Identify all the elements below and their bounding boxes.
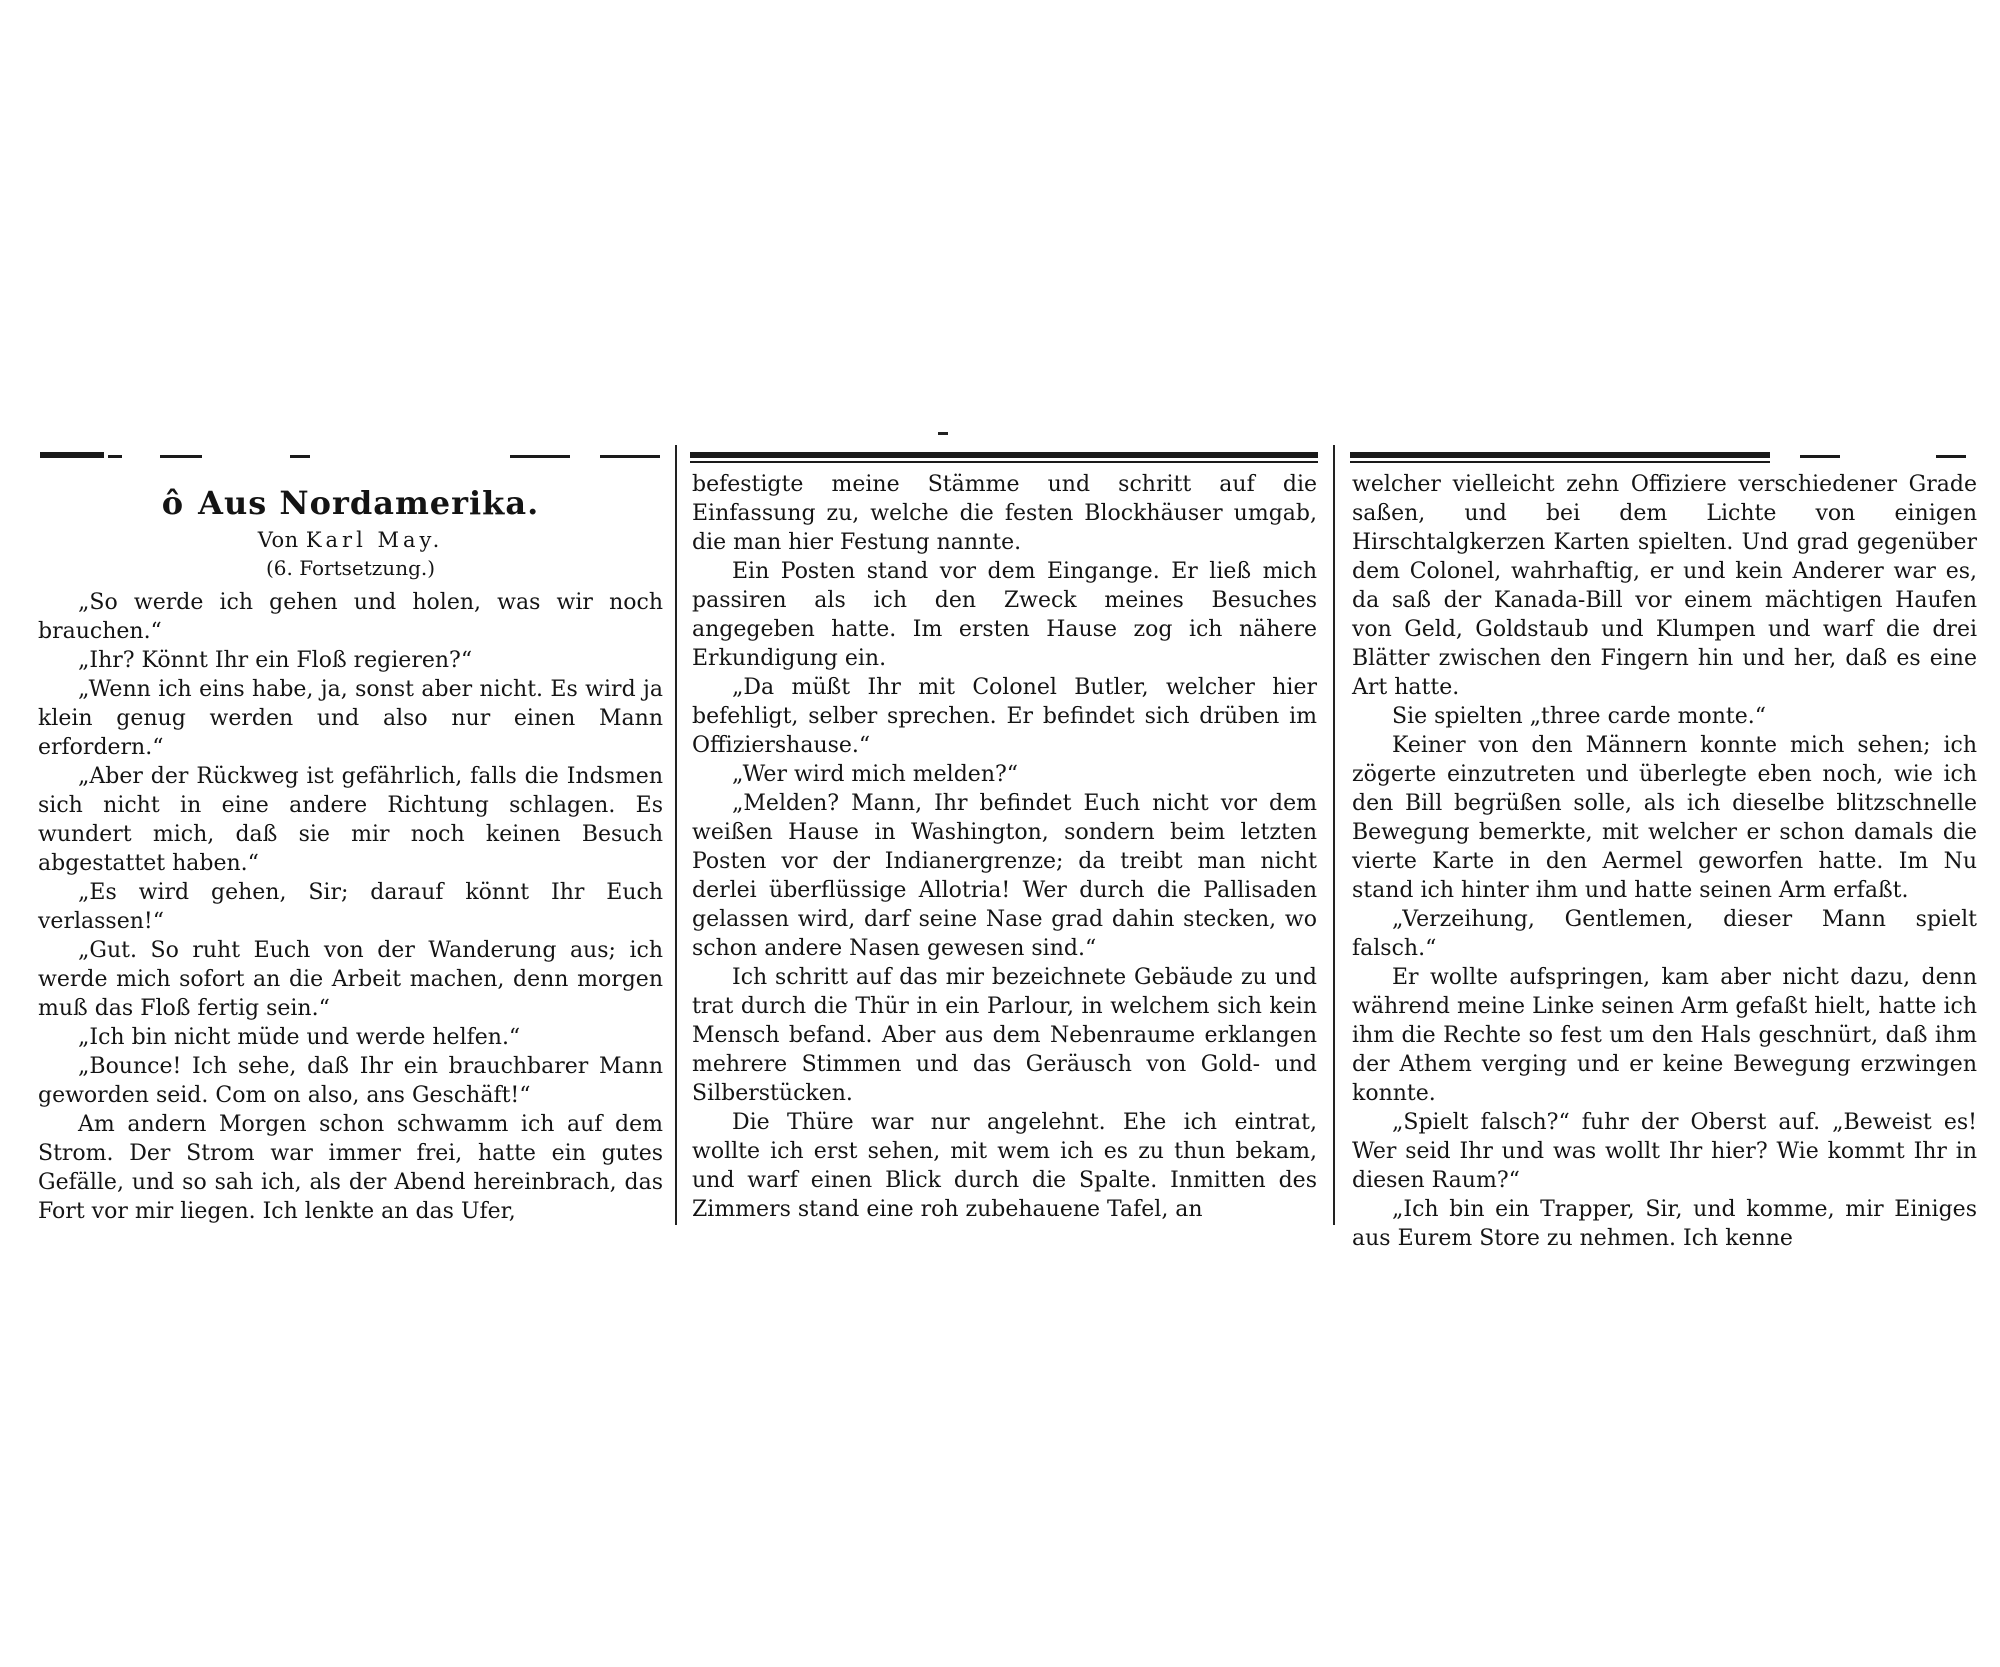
paragraph: „Wenn ich eins habe, ja, sonst aber nicht. Es wird ja klein genug werden und also nur einen Mann erfordern.“ [38,677,663,760]
installment-note: (6. Fortsetzung.) [265,556,436,580]
paragraph: Ich schritt auf das mir bezeichnete Gebäude zu und trat durch die Thür in ein Parlour, in welchem sich kein Mensch befand. Aber aus dem Nebenraume erklangen mehrere Stimmen und das Geräusch von Gold- und Silberstücken. [692,965,1317,1106]
header-rule [160,455,202,458]
paragraph: „Ich bin ein Trapper, Sir, und komme, mir Einiges aus Eurem Store zu nehmen. Ich kenne [1352,1197,1977,1251]
header-rule [510,455,570,458]
paragraph: Er wollte aufspringen, kam aber nicht dazu, denn während meine Linke seinen Arm gefaßt hielt, hatte ich ihm die Rechte so fest um den Hals geschnürt, daß ihm der Athem verging und er keine Bewegung erzwingen konnte. [1352,965,1977,1106]
column-divider [1333,445,1335,1225]
paragraph: Ein Posten stand vor dem Eingange. Er ließ mich passiren als ich den Zweck meines Besuches angegeben hatte. Im ersten Hause zog ich nähere Erkundigung ein. [692,559,1317,671]
header-rule-thin [690,461,1318,463]
paragraph: Sie spielten „three carde monte.“ [1392,704,1766,729]
text-column-1 [38,470,663,1226]
paragraph: „Spielt falsch?“ fuhr der Oberst auf. „Beweist es! Wer seid Ihr und was wollt Ihr hier? Wie kommt Ihr in diesen Raum?“ [1352,1110,1977,1193]
column-divider [675,445,677,1225]
header-rule [1350,452,1770,458]
paragraph: „Melden? Mann, Ihr befindet Euch nicht vor dem weißen Hause in Washington, sondern beim letzten Posten vor der Indianergrenze; da treibt man nicht derlei überflüssige Allotria! Wer durch die Pallisaden gelassen wird, darf seine Nase grad dahin stecken, wo schon andere Nasen gewesen sind.“ [692,791,1317,961]
paragraph: befestigte meine Stämme und schritt auf die Einfassung zu, welche die festen Blockhäuser umgab, die man hier Festung nannte. [692,472,1317,555]
header-rule [600,455,660,458]
header-rule [108,455,122,458]
paragraph: „Aber der Rückweg ist gefährlich, falls die Indsmen sich nicht in eine andere Richtung schlagen. Es wundert mich, daß sie mir noch keinen Besuch abgestattet haben.“ [38,764,663,876]
top-dash-mark [938,432,948,435]
paragraph: Am andern Morgen schon schwamm ich auf dem Strom. Der Strom war immer frei, hatte ein gutes Gefälle, und so sah ich, als der Abend hereinbrach, das Fort vor mir liegen. Ich lenkte an das Ufer, [38,1112,663,1224]
paragraph: „Bounce! Ich sehe, daß Ihr ein brauchbarer Mann geworden seid. Com on also, ans Geschäft!“ [38,1054,663,1108]
byline [38,526,663,554]
header-rule [1800,455,1840,458]
text-column-2 [692,470,1317,1224]
paragraph: „Es wird gehen, Sir; darauf könnt Ihr Euch verlassen!“ [38,880,663,934]
title-mark: ô [161,484,185,522]
author-name: Karl May. [305,528,444,552]
paragraph: „Ihr? Könnt Ihr ein Floß regieren?“ [78,648,473,673]
paragraph: welcher vielleicht zehn Offiziere verschiedener Grade saßen, und bei dem Lichte von einigen Hirschtalgkerzen Karten spielten. Und grad gegenüber dem Colonel, wahrhaftig, er und kein Anderer war es, da saß der Kanada-Bill vor einem mächtigen Haufen von Geld, Goldstaub und Klumpen und warf die drei Blätter zwischen den Fingern hin und her, daß es eine Art hatte. [1352,472,1977,700]
header-rule-thin [1350,461,1770,463]
paragraph: „Verzeihung, Gentlemen, dieser Mann spielt falsch.“ [1352,907,1977,961]
header-rule [1936,455,1966,458]
paragraph: „Ich bin nicht müde und werde helfen.“ [78,1025,521,1050]
paragraph: „Da müßt Ihr mit Colonel Butler, welcher hier befehligt, selber sprechen. Er befindet sich drüben im Offiziershause.“ [692,675,1317,758]
paragraph: „So werde ich gehen und holen, was wir noch brauchen.“ [38,590,663,644]
byline-prefix: Von [257,528,299,552]
article-title [38,482,663,524]
paragraph: Keiner von den Männern konnte mich sehen; ich zögerte einzutreten und überlegte eben noch, wie ich den Bill begrüßen solle, als ich dieselbe blitzschnelle Bewegung bemerkte, mit welcher er schon damals die vierte Karte in den Aermel geworfen hatte. Im Nu stand ich hinter ihm und hatte seinen Arm erfaßt. [1352,733,1977,903]
header-rule [690,452,1318,458]
header-rule [40,452,104,458]
paragraph: Die Thüre war nur angelehnt. Ehe ich eintrat, wollte ich erst sehen, mit wem ich es zu thun bekam, und warf einen Blick durch die Spalte. Inmitten des Zimmers stand eine roh zubehauene Tafel, an [692,1110,1317,1222]
header-rule [290,455,310,458]
paragraph: „Wer wird mich melden?“ [732,762,1019,787]
paragraph: „Gut. So ruht Euch von der Wanderung aus; ich werde mich sofort an die Arbeit machen, denn morgen muß das Floß fertig sein.“ [38,938,663,1021]
text-column-3 [1352,470,1977,1253]
title-text: Aus Nordamerika. [198,484,540,522]
